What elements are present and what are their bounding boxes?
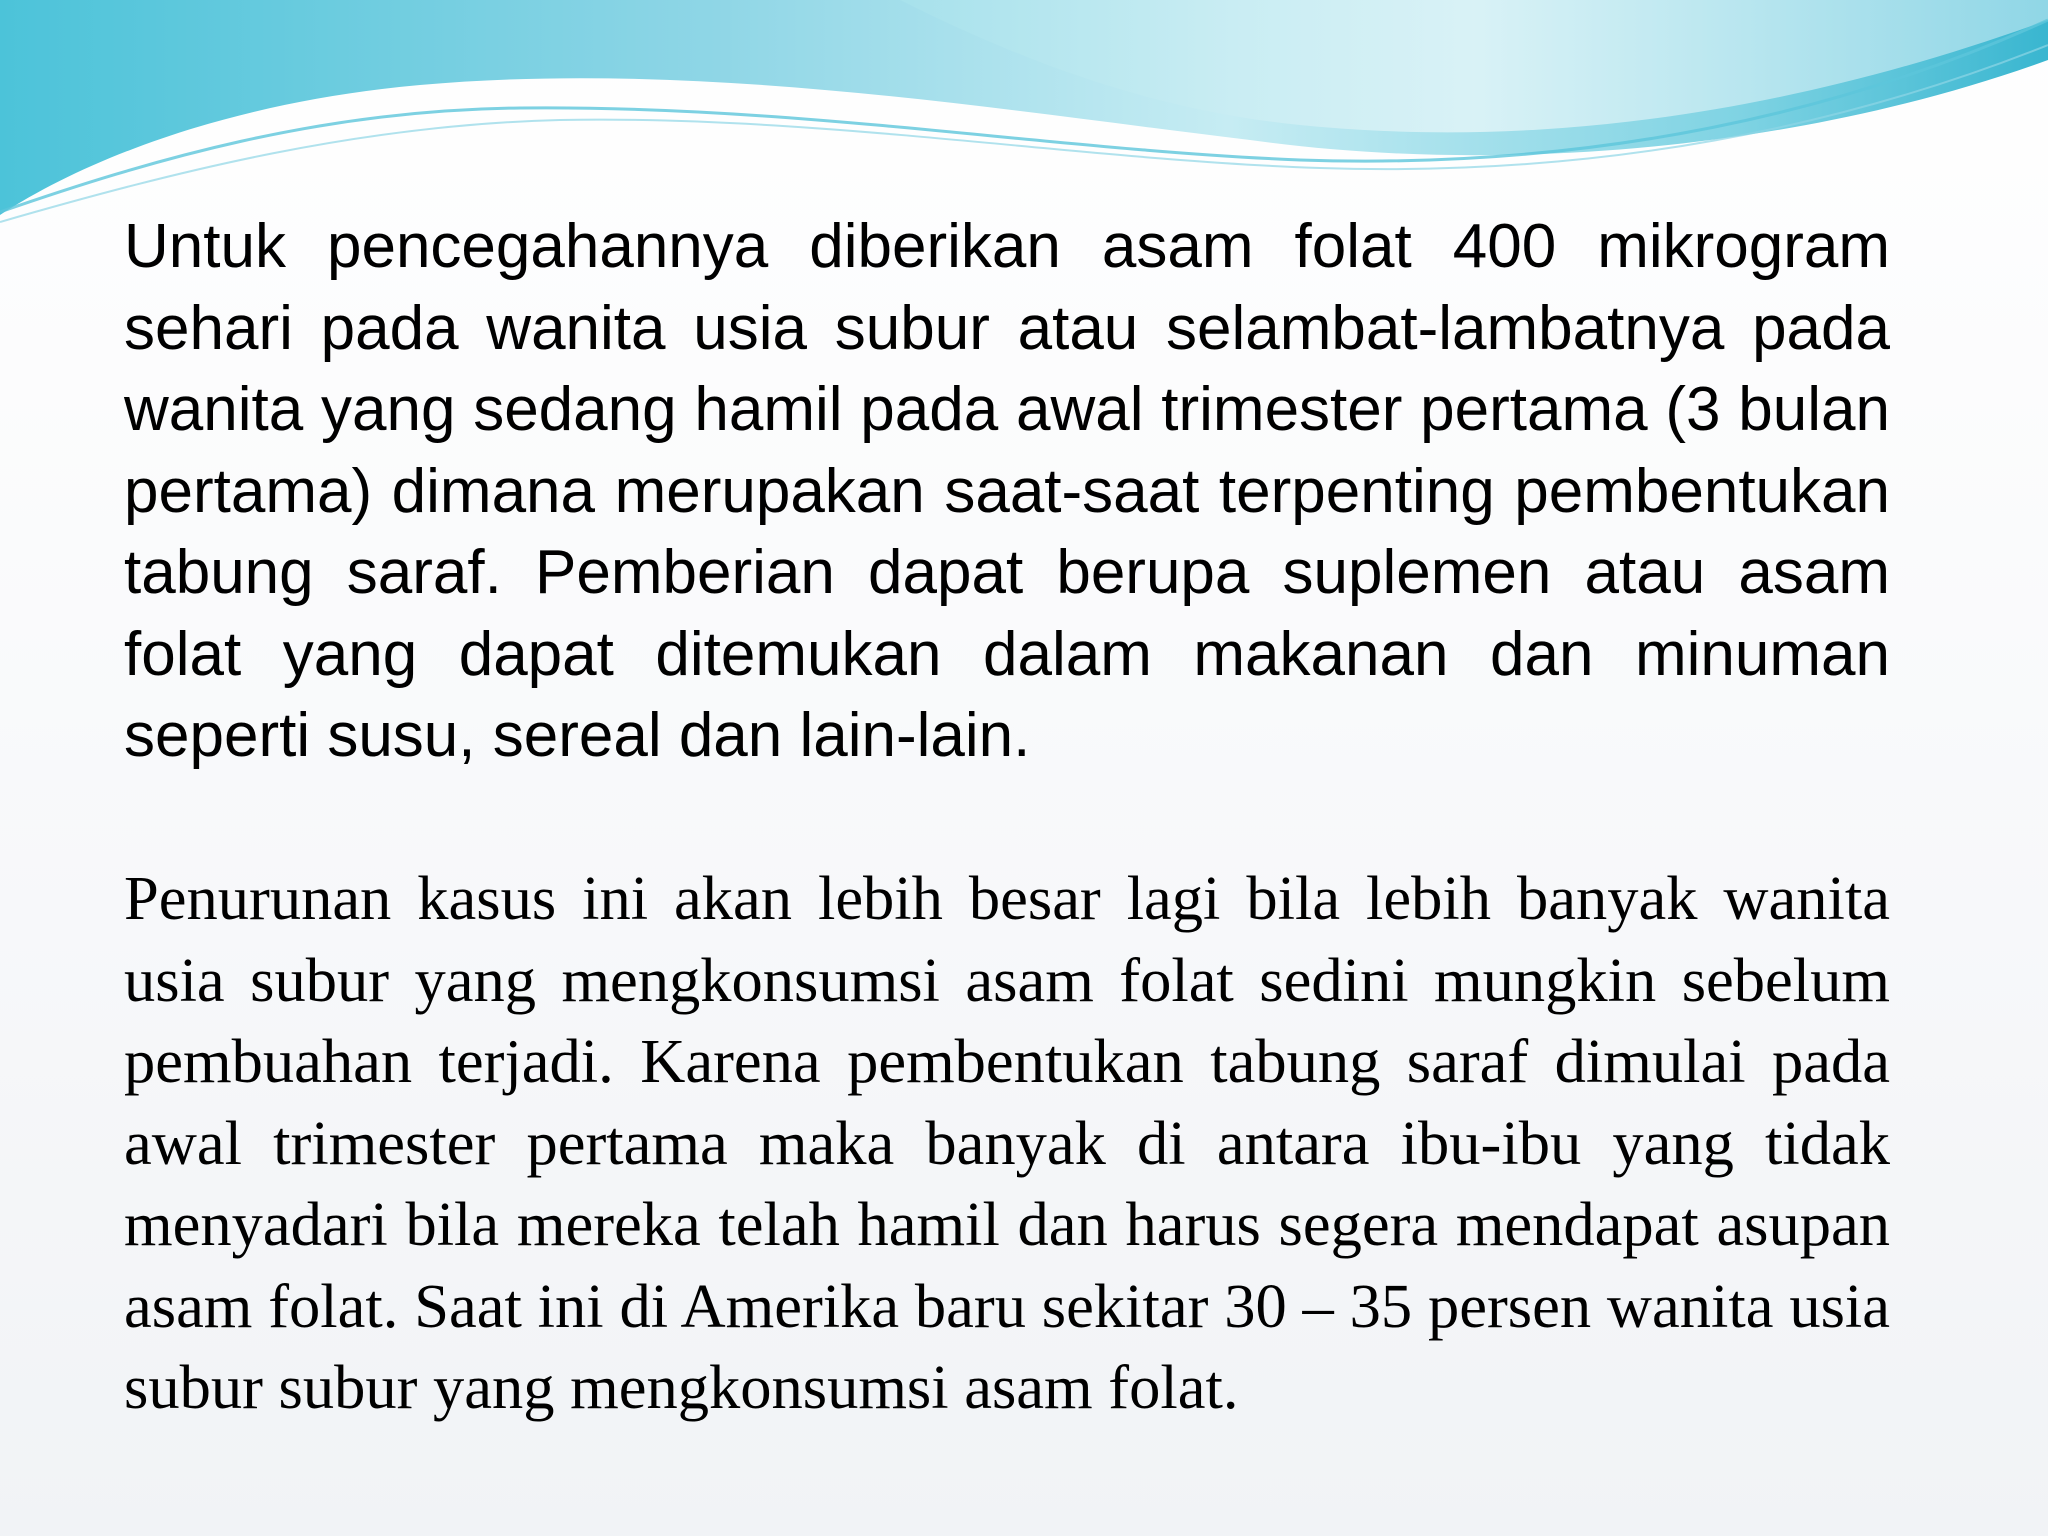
- paragraph-sans: Untuk pencegahannya diberikan asam folat 400 mikrogram sehari pada wanita usia subur atau selambat-lambatnya pada wanita yang sedang hamil pada awal trimester pertama (3 bulan pertama) dimana merupakan saat-saat terpenting pembentukan tabung saraf. Pemberian dapat berupa suplemen atau asam folat yang dapat ditemukan dalam makanan dan minuman seperti susu, sereal dan lain-lain.: [124, 212, 1890, 770]
- paragraph-serif: Penurunan kasus ini akan lebih besar lagi bila lebih banyak wanita usia subur yang mengkonsumsi asam folat sedini mungkin sebelum pembuahan terjadi. Karena pembentukan tabung saraf dimulai pada awal trimester pertama maka banyak di antara ibu-ibu yang tidak menyadari bila mereka telah hamil dan harus segera mendapat asupan asam folat. Saat ini di Amerika baru sekitar 30 – 35 persen wanita usia subur subur yang mengkonsumsi asam folat.: [124, 863, 1890, 1422]
- decorative-wave-header: [0, 0, 2048, 240]
